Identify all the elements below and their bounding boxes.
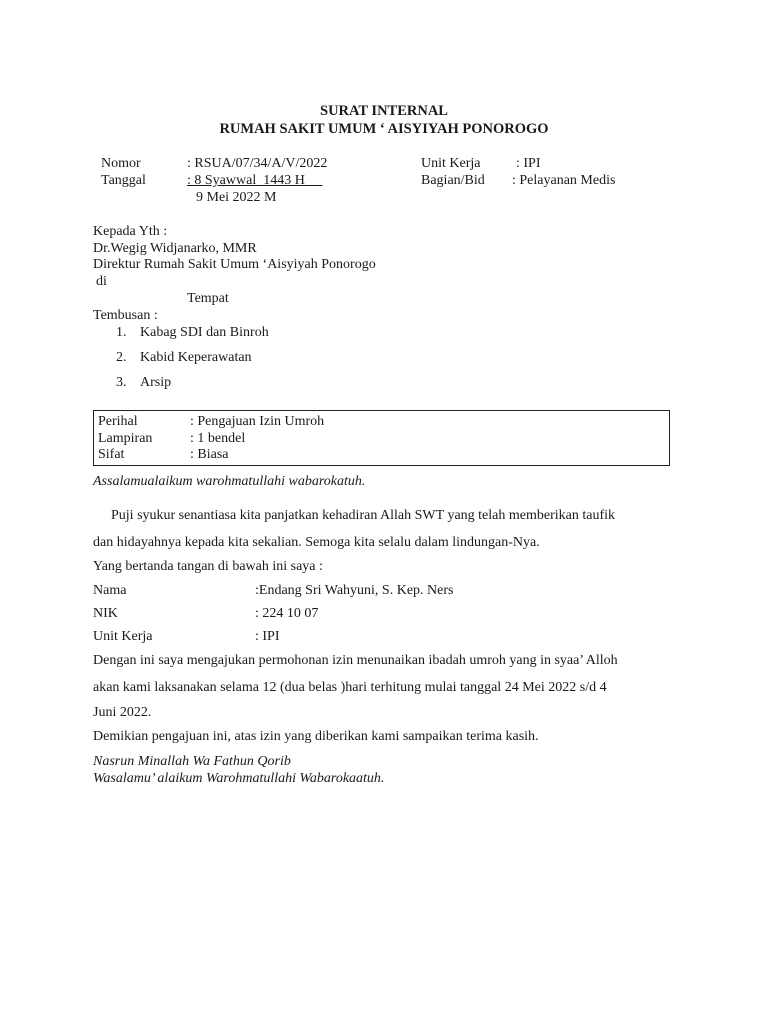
paragraph-2-line-2: akan kami laksanakan selama 12 (dua belas )hari terhitung mulai tanggal 24 Mei 2022 s/d 4 [93,680,607,695]
unit-kerja-value: : IPI [516,156,541,171]
nomor-label: Nomor [101,156,141,171]
letter-title: SURAT INTERNAL [320,103,448,119]
perihal-value: : Pengajuan Izin Umroh [190,414,325,429]
nama-value: :Endang Sri Wahyuni, S. Kep. Ners [255,583,454,598]
closing-greeting: Wasalamu’ alaikum Warohmatullahi Wabarokaatuh. [93,771,385,786]
tembusan-item: Kabag SDI dan Binroh [140,325,269,340]
nomor-value: : RSUA/07/34/A/V/2022 [187,156,328,171]
closing-prayer: Nasrun Minallah Wa Fathun Qorib [93,754,291,769]
tembusan-item-number: 1. [116,325,127,340]
recipient-di: di [96,274,107,289]
tembusan-item: Arsip [140,375,172,390]
paragraph-2-line-1: Dengan ini saya mengajukan permohonan izin menunaikan ibadah umroh yang in syaa’ Alloh [93,653,618,668]
tanggal-label: Tanggal [101,173,146,188]
sifat-value: : Biasa [190,447,229,462]
tembusan-item-number: 3. [116,375,127,390]
bagian-value: : Pelayanan Medis [512,173,616,188]
unit-value: : IPI [255,629,280,644]
bagian-label: Bagian/Bid [421,173,485,188]
lampiran-label: Lampiran [98,431,153,446]
kepada-label: Kepada Yth : [93,224,168,239]
tembusan-label: Tembusan : [93,308,158,323]
signer-intro: Yang bertanda tangan di bawah ini saya : [93,559,323,574]
recipient-position: Direktur Rumah Sakit Umum ‘Aisyiyah Ponorogo [93,257,376,272]
paragraph-2-line-3: Juni 2022. [93,705,152,720]
tembusan-item: Kabid Keperawatan [140,350,252,365]
paragraph-1-line-1: Puji syukur senantiasa kita panjatkan kehadiran Allah SWT yang telah memberikan taufik [111,508,615,523]
lampiran-value: : 1 bendel [190,431,246,446]
unit-label: Unit Kerja [93,629,153,644]
unit-kerja-label: Unit Kerja [421,156,481,171]
tanggal-hijri: : 8 Syawwal 1443 H [187,173,323,188]
hospital-name: RUMAH SAKIT UMUM ‘ AISYIYAH PONOROGO [219,121,549,137]
nik-label: NIK [93,606,118,621]
paragraph-1-line-2: dan hidayahnya kepada kita sekalian. Semoga kita selalu dalam lindungan-Nya. [93,535,540,550]
tanggal-masehi: 9 Mei 2022 M [196,190,277,205]
nik-value: : 224 10 07 [255,606,319,621]
subject-box [93,410,670,466]
sifat-label: Sifat [98,447,125,462]
recipient-name: Dr.Wegig Widjanarko, MMR [93,241,257,256]
paragraph-3: Demikian pengajuan ini, atas izin yang diberikan kami sampaikan terima kasih. [93,729,539,744]
perihal-label: Perihal [98,414,138,429]
nama-label: Nama [93,583,127,598]
recipient-place: Tempat [187,291,229,306]
tembusan-item-number: 2. [116,350,127,365]
opening-greeting: Assalamualaikum warohmatullahi wabarokatuh. [93,474,366,489]
